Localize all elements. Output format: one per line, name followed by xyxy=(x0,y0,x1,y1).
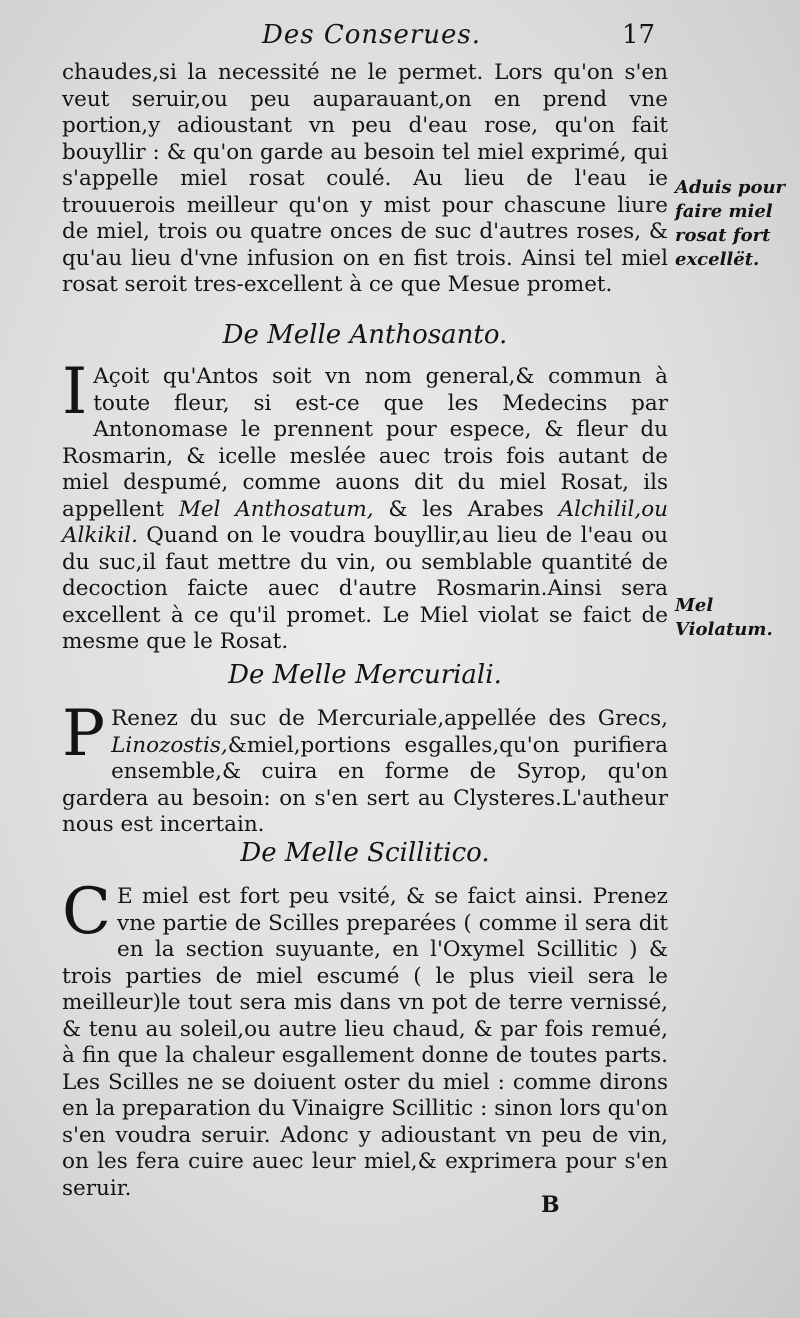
running-title: Des Conserues. xyxy=(262,20,482,50)
drop-cap-letter: C xyxy=(62,875,111,949)
text-span: Quand on le voudra bouyllir,au lieu de l'eau ou du suc,il faut mettre du vin, ou semblable quantité de decoction faicte auec d'autre Rosmarin.Ainsi sera excellent à ce qu'il promet. Le Miel violat se faict de mesme que le Rosat. xyxy=(62,523,668,654)
section-anthosanto xyxy=(62,355,668,656)
text-span: E miel est fort peu vsité, & se faict ainsi. Prenez vne partie de Scilles preparées ( comme il sera dit en la section suyuante, en l'Oxymel Scillitic ) & trois parties de miel escumé ( le plus vieil sera le meilleur)le tout sera mis dans vn pot de terre vernissé, & tenu au soleil,ou autre lieu chaud, & par fois remué, à fin que la chaleur esgallement donne de toutes parts. Les Scilles ne se doiuent oster du miel : comme dirons en la preparation du Vinaigre Scillitic : sinon lors qu'on s'en voudra seruir. Adonc y adioustant vn peu de vin, on les fera cuire auec leur miel,& exprimera pour s'en seruir. xyxy=(62,884,668,1201)
paragraph-anthosanto xyxy=(62,355,668,656)
signature-mark: B xyxy=(541,1192,560,1218)
page-number: 17 xyxy=(622,20,656,50)
paragraph-scillitico xyxy=(62,875,668,1202)
section-mercuriali xyxy=(62,697,668,839)
heading-scillitico: De Melle Scillitico. xyxy=(240,838,490,868)
text-span: Açoit qu'Antos soit vn nom general,& commun à toute fleur, si est-ce que les Medecins par Antonomase le prennent pour espece, & fleur du Rosmarin, & icelle meslée auec trois fois autant de miel despumé, comme auons dit du miel Rosat, ils appellent xyxy=(62,364,668,522)
paragraph-rosat: chaudes,si la necessité ne le permet. Lors qu'on s'en veut seruir,ou peu auparauant,on en prend vne portion,y adioustant vn peu d'eau rose, qu'on fait bouyllir : & qu'on garde au besoin tel miel exprimé, qui s'appelle miel rosat coulé. Au lieu de l'eau ie trouuerois meilleur qu'on y mist pour chascune liure de miel, trois ou quatre onces de suc d'autres roses, & qu'au lieu d'vne infusion on en fist trois. Ainsi tel miel rosat seroit tres-excellent à ce que Mesue promet. xyxy=(62,60,668,297)
margin-note-rosat-advice: Aduis pour faire miel rosat fort excellët. xyxy=(675,177,786,270)
greek-term: Linozostis, xyxy=(111,732,228,758)
paragraph-mercuriali xyxy=(62,697,668,839)
latin-term: Mel Anthosatum, xyxy=(178,496,374,522)
text-span: & les Arabes xyxy=(373,496,559,522)
drop-cap-letter: I xyxy=(62,355,88,429)
section-honey-rosat-continued xyxy=(62,60,668,299)
page-header xyxy=(0,20,800,56)
text-span: Renez du suc de Mercuriale,appellée des Grecs, xyxy=(111,706,668,731)
arabic-term: Alchilil,ou Alkikil. xyxy=(62,496,668,548)
margin-note-mel-violatum: Mel Violatum. xyxy=(675,595,773,640)
heading-anthosanto: De Melle Anthosanto. xyxy=(222,320,508,350)
drop-cap-letter: P xyxy=(62,697,106,771)
section-scillitico xyxy=(62,875,668,1202)
text-span: &miel,portions esgalles,qu'on purifiera ensemble,& cuira en forme de Syrop, qu'on gardera au besoin: on s'en sert au Clysteres.L'autheur nous est incertain. xyxy=(62,732,668,837)
heading-mercuriali: De Melle Mercuriali. xyxy=(228,660,502,690)
